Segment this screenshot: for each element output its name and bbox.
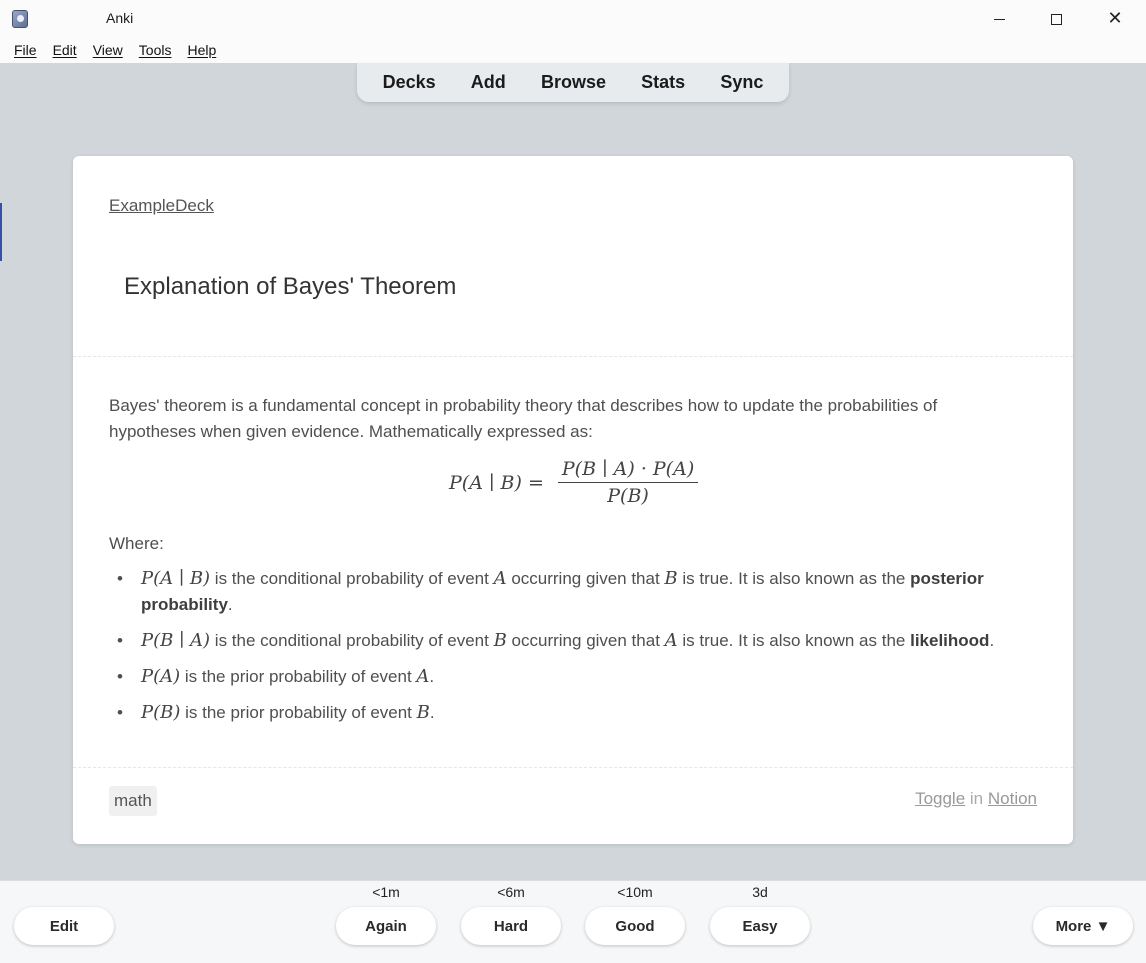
equation-fraction <box>558 458 698 507</box>
list-item-text: . <box>989 631 995 650</box>
card-divider-top <box>73 356 1073 357</box>
bold-term: likelihood <box>910 631 990 650</box>
list-item-text: is the conditional probability of event <box>210 569 494 588</box>
math-term: B <box>416 702 430 723</box>
close-button[interactable] <box>1086 0 1144 38</box>
hard-button[interactable]: Hard <box>461 907 561 945</box>
math-term: P(B) <box>141 702 181 723</box>
list-item-text: occurring given that <box>506 569 665 588</box>
equation-denominator: P(B) <box>607 485 649 507</box>
where-label: Where: <box>109 534 164 553</box>
review-card <box>73 156 1073 844</box>
card-footer-links <box>915 789 1037 809</box>
minimize-button[interactable] <box>970 0 1028 38</box>
toolbar-sync[interactable]: Sync <box>720 72 764 92</box>
bayes-equation <box>449 458 698 507</box>
window-title: Anki <box>106 10 134 26</box>
toolbar-stats[interactable]: Stats <box>641 72 686 92</box>
definition-list <box>109 566 1049 736</box>
hard-interval: <6m <box>497 884 525 900</box>
close-icon: ✕ <box>1107 8 1123 29</box>
list-item-text: . <box>429 703 435 722</box>
review-bottom-bar <box>0 880 1146 963</box>
equation-lhs: P(A ∣ B) = <box>449 471 544 494</box>
menu-file[interactable]: File <box>14 42 37 58</box>
list-item <box>109 628 1049 654</box>
bold-term: posterior probability <box>141 569 984 614</box>
maximize-button[interactable] <box>1027 0 1085 38</box>
math-term: A <box>416 666 430 687</box>
again-interval: <1m <box>372 884 400 900</box>
list-item-text: is the prior probability of event <box>180 667 417 686</box>
deck-link[interactable]: ExampleDeck <box>109 196 214 215</box>
list-item <box>109 566 1049 618</box>
toggle-link[interactable]: Toggle <box>915 789 966 808</box>
list-item <box>109 700 1049 726</box>
footer-separator-text: in <box>965 789 988 808</box>
list-item <box>109 664 1049 690</box>
math-term: P(A ∣ B) <box>141 568 211 589</box>
card-divider-bottom <box>73 767 1073 768</box>
tag-badge[interactable]: math <box>109 786 157 816</box>
math-term: B <box>664 568 678 589</box>
equation-numerator: P(B ∣ A) · P(A) <box>558 458 698 483</box>
math-term: P(A) <box>141 666 181 687</box>
menu-tools[interactable]: Tools <box>138 42 172 58</box>
toolbar-decks[interactable]: Decks <box>382 72 436 92</box>
more-button[interactable]: More ▼ <box>1033 907 1133 945</box>
minimize-icon <box>994 19 1005 20</box>
toolbar-add[interactable]: Add <box>470 72 506 92</box>
main-area <box>0 63 1146 880</box>
window-edge-accent <box>0 203 2 261</box>
notion-link[interactable]: Notion <box>987 789 1037 808</box>
toolbar-browse[interactable]: Browse <box>540 72 606 92</box>
easy-button[interactable]: Easy <box>710 907 810 945</box>
edit-button[interactable]: Edit <box>14 907 114 945</box>
menu-edit[interactable]: Edit <box>52 42 77 58</box>
math-term: A <box>493 568 507 589</box>
easy-interval: 3d <box>752 884 768 900</box>
good-interval: <10m <box>617 884 653 900</box>
list-item-text: is true. It is also known as the <box>677 569 911 588</box>
list-item-text: is true. It is also known as the <box>677 631 911 650</box>
menu-view[interactable]: View <box>92 42 123 58</box>
card-title: Explanation of Bayes' Theorem <box>124 273 457 300</box>
math-term: A <box>664 630 678 651</box>
menu-bar <box>0 38 1146 63</box>
maximize-icon <box>1051 14 1062 25</box>
good-button[interactable]: Good <box>585 907 685 945</box>
again-button[interactable]: Again <box>336 907 436 945</box>
menu-help[interactable]: Help <box>187 42 217 58</box>
card-intro-text: Bayes' theorem is a fundamental concept in probability theory that describes how to update the probabilities of hypotheses when given evidence. Mathematically expressed as: <box>109 396 938 441</box>
math-term: B <box>493 630 507 651</box>
list-item-text: is the conditional probability of event <box>210 631 494 650</box>
list-item-text: . <box>227 595 233 614</box>
top-toolbar <box>357 63 789 102</box>
list-item-text: . <box>429 667 435 686</box>
title-bar <box>0 0 1146 38</box>
list-item-text: is the prior probability of event <box>180 703 417 722</box>
anki-app-icon <box>12 10 28 28</box>
math-term: P(B ∣ A) <box>141 630 211 651</box>
list-item-text: occurring given that <box>506 631 665 650</box>
